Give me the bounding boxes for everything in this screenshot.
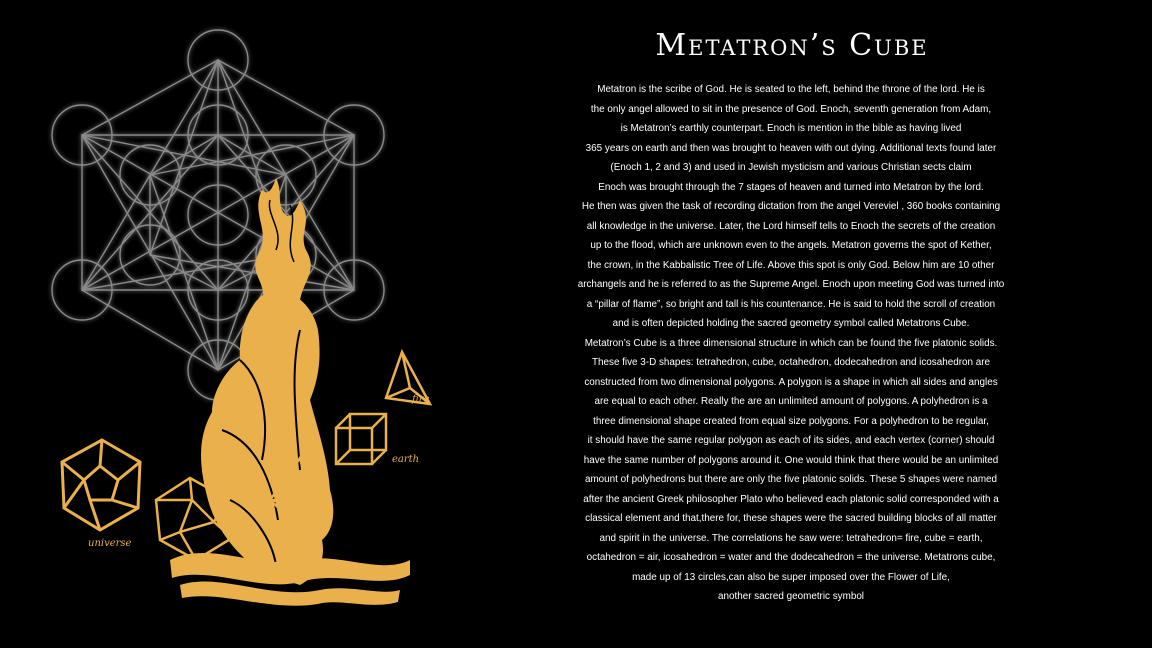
label-fire: fire — [412, 394, 430, 405]
text-line: after the ancient Greek philosopher Plato who believed each platonic solid corresponded with a — [583, 493, 999, 505]
text-line: are equal to each other. Really the are an unlimited amount of polygons. A polyhedron is a — [594, 396, 988, 407]
text-line: have the same number of polygons around it. One would think that there would be an unlimited — [583, 454, 999, 466]
text-line: it should have the same regular polygon as each of its sides, and each vertex (corner) should — [587, 435, 995, 446]
dodecahedron-icon — [62, 440, 140, 530]
metatron-illustration — [0, 0, 460, 648]
article-body — [430, 80, 1152, 607]
text-line: Enoch was brought through the 7 stages of heaven and turned into Metatron by the lord. — [598, 181, 984, 193]
text-line: constructed from two dimensional polygons. A polygon is a shape in which all sides and angles — [584, 376, 998, 388]
text-line: He then was given the task of recording dictation from the angel Vereviel , 360 books containing — [581, 201, 1001, 212]
text-line: Metatron’s Cube is a three dimensional structure in which can be found the five platonic solids. — [584, 337, 998, 349]
metatrons-cube-icon — [52, 30, 384, 400]
text-line: another sacred geometric symbol — [718, 591, 864, 602]
text-line: octahedron = air, icosahedron = water and the dodecahedron = the universe. Metatrons cube, — [586, 552, 996, 563]
cube-icon — [336, 414, 386, 464]
text-line: a “pillar of flame”, so bright and tall is his countenance. He is said to hold the scroll of creation — [586, 298, 996, 310]
page-title: Metatron’s Cube — [655, 28, 929, 63]
text-line: three dimensional shape created from equal size polygons. For a polyhedron to be regular, — [593, 415, 989, 427]
text-line: the crown, in the Kabbalistic Tree of Life. Above this spot is only God. Below him are 10 other — [587, 259, 995, 271]
label-air: air — [306, 534, 320, 545]
text-line: is Metatron’s earthly counterpart. Enoch is mention in the bible as having lived — [620, 123, 962, 134]
text-line: all knowledge in the universe. Later, the Lord himself tells to Enoch the secrets of the creation — [586, 220, 996, 232]
text-line: the only angel allowed to sit in the presence of God. Enoch, seventh generation from Adam, — [590, 103, 992, 115]
label-water: water — [176, 564, 206, 575]
text-line: and spirit in the universe. The correlations he saw were: tetrahedron= fire, cube = earth, — [599, 532, 983, 544]
text-line: made up of 13 circles,can also be super imposed over the Flower of Life, — [632, 571, 950, 583]
label-earth: earth — [392, 454, 420, 465]
text-line: (Enoch 1, 2 and 3) and used in Jewish mysticism and various Christian sects claim — [610, 162, 972, 173]
text-line: archangels and he is referred to as the Supreme Angel. Enoch upon meeting God was turned into — [577, 279, 1005, 290]
text-line: 365 years on earth and then was brought to heaven with out dying. Additional texts found later — [585, 142, 997, 154]
text-line: These five 3-D shapes: tetrahedron, cube, octahedron, dodecahedron and icosahedron are — [591, 357, 990, 368]
text-line: classical element and that,there for, these shapes were the sacred building blocks of all matter — [585, 513, 997, 524]
text-line: Metatron is the scribe of God. He is seated to the left, behind the throne of the lord. He is — [597, 84, 985, 95]
text-line: and is often depicted holding the sacred geometry symbol called Metatrons Cube. — [612, 318, 970, 329]
label-universe: universe — [88, 538, 132, 549]
text-line: up to the flood, which are unknown even to the angels. Metatron governs the spot of Kether, — [590, 240, 992, 251]
text-line: amount of polyhedrons but there are only the five platonic solids. These 5 shapes were named — [584, 474, 998, 485]
